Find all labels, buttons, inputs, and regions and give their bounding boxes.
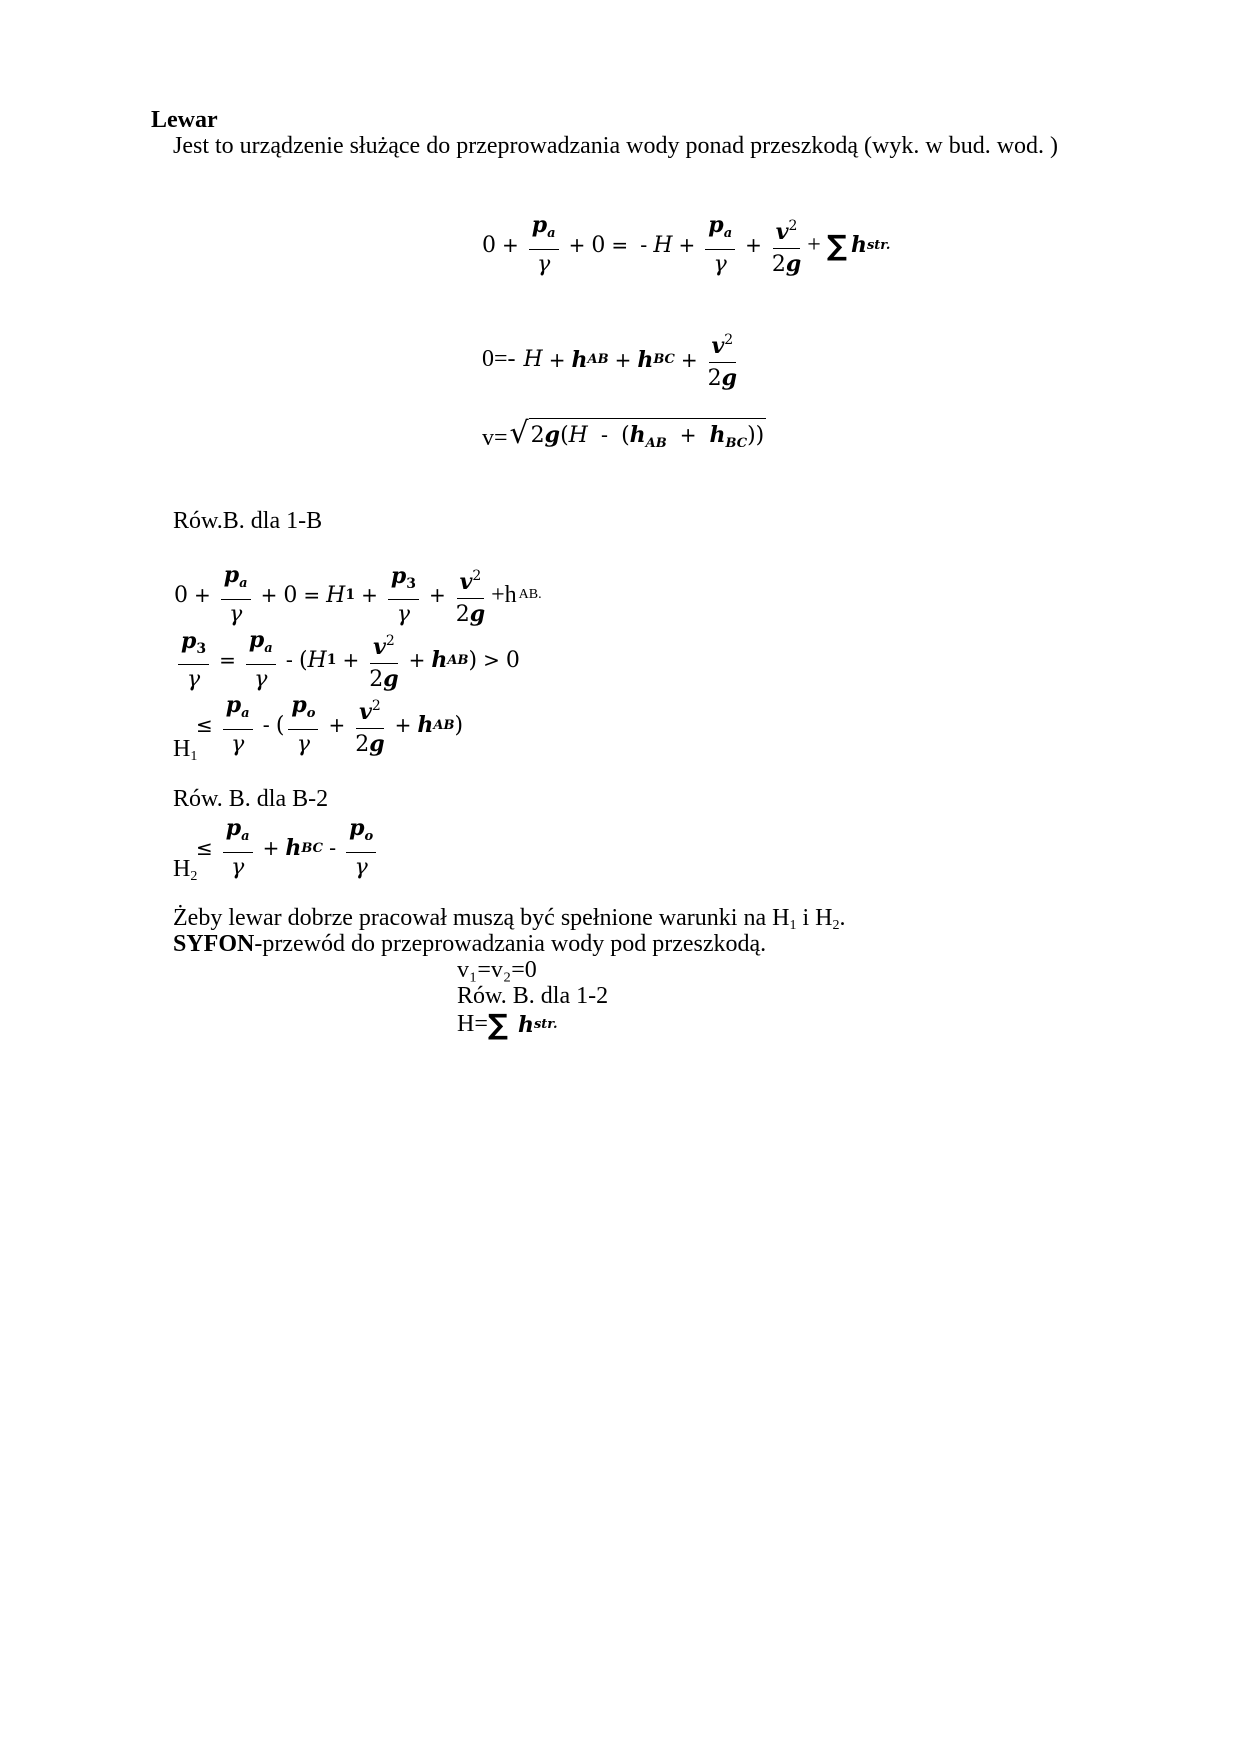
syfon-definition: SYFON-przewód do przeprowadzania wody pod przeszkodą. (173, 931, 767, 957)
syfon-term: SYFON (173, 931, 255, 957)
section-heading-12: Rów. B. dla 1-2 (457, 983, 609, 1009)
equation-pressure-3: $\frac{p_3}{\gamma}$ = $\frac{p_a}{\gamma}$ - ( H 1 + $\frac{v^2}{2g}$ + h AB ) > 0 (174, 627, 520, 693)
equation-velocity: v= √ $2g(H - (h_{AB} + h_{BC}))$ (480, 418, 766, 458)
velocity-condition: v₁=v₂=0 (457, 957, 537, 983)
equation-bernoulli-1: 0 + $\frac{p_a}{\gamma}$ + 0 = - H + $\frac{p_a}{\gamma}$ + $\frac{v^2}{2g}$ + ∑ h str. (482, 212, 891, 277)
equation-bernoulli-2: 0=- H + h AB + h BC + $\frac{v^2}{2g}$ (480, 327, 741, 392)
intro-text: Jest to urządzenie służące do przeprowadzania wody ponad przeszkodą (wyk. w bud. wod. ) (173, 133, 1059, 159)
conclusion-text: Żeby lewar dobrze pracował muszą być spełnione warunki na H1 i H2. (173, 905, 846, 933)
h1-label: H1 (173, 736, 198, 764)
equation-h2-condition: ≤ $\frac{p_a}{\gamma}$ + h BC - $\frac{p_o}{\gamma}$ (196, 815, 380, 881)
square-root: √ $2g(H - (h_{AB} + h_{BC}))$ (510, 418, 767, 458)
page-title: Lewar (151, 107, 218, 133)
equation-h1-condition: ≤ $\frac{p_a}{\gamma}$ - ( $\frac{p_o}{\gamma}$ + $\frac{v^2}{2g}$ + h AB ) (196, 692, 464, 757)
section-heading-1b: Rów.B. dla 1-B (173, 508, 323, 534)
equation-head-sum: H= ∑ h str. (457, 1008, 558, 1041)
equation-1b: 0 + $\frac{p_a}{\gamma}$ + 0 = H 1 + $\frac{p_3}{\gamma}$ + $\frac{v^2}{2g}$ +h AB. (174, 562, 542, 627)
section-heading-b2: Rów. B. dla B-2 (173, 786, 329, 812)
h2-label: H2 (173, 856, 198, 884)
fraction: $\frac{p_a}{\gamma}$ (529, 212, 559, 278)
sum-symbol: ∑ (826, 228, 847, 262)
